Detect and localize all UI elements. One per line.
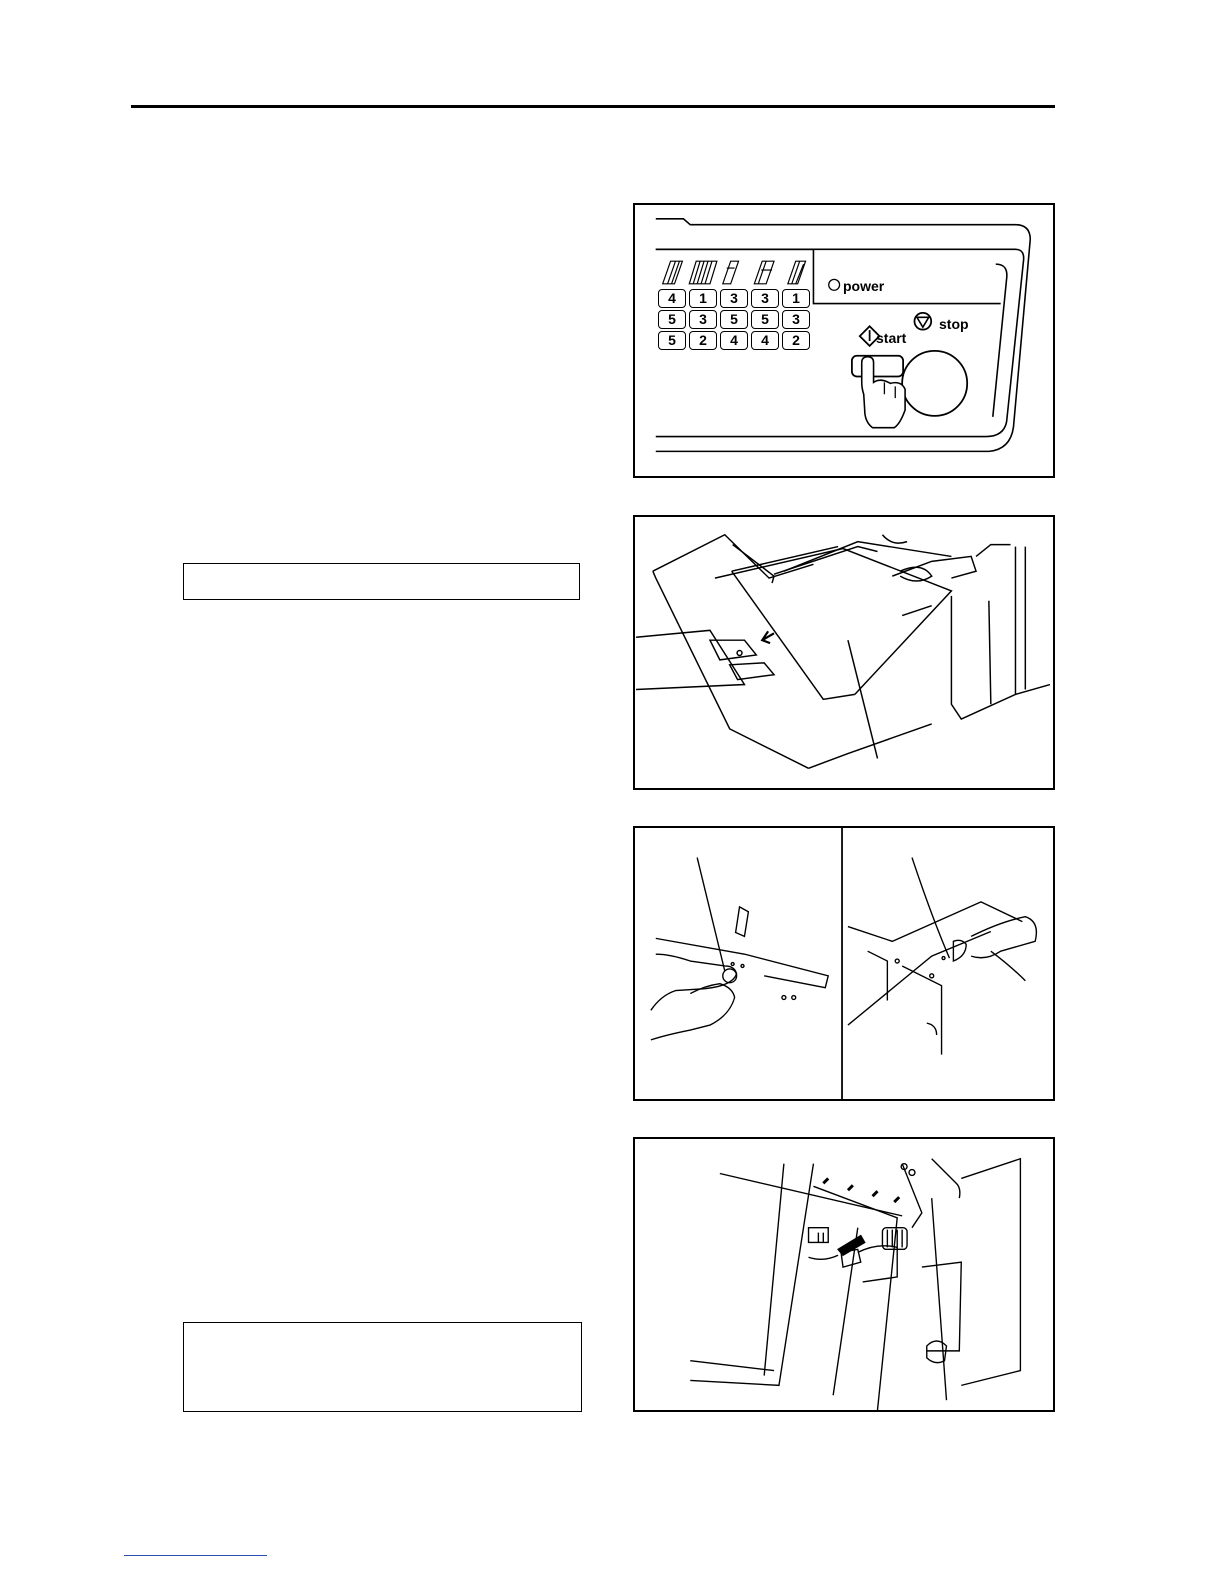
key-r2-c4: 5 <box>751 310 779 329</box>
power-indicator-icon <box>829 279 840 290</box>
key-r1-c4: 3 <box>751 289 779 308</box>
key-r2-c5: 3 <box>782 310 810 329</box>
key-r3-c5: 2 <box>782 331 810 350</box>
key-r3-c2: 2 <box>689 331 717 350</box>
key-r1-c2: 1 <box>689 289 717 308</box>
note-box-2 <box>183 1322 582 1412</box>
paper-guide-illustration <box>635 1139 1053 1410</box>
key-r3-c3: 4 <box>720 331 748 350</box>
key-r3-c4: 4 <box>751 331 779 350</box>
footer-link-underline[interactable] <box>124 1555 267 1556</box>
key-r2-c3: 5 <box>720 310 748 329</box>
note-box-1 <box>183 563 580 600</box>
figure-knob-adjustment <box>633 826 1055 1101</box>
key-r3-c1: 5 <box>658 331 686 350</box>
stop-icon-triangle <box>917 317 929 327</box>
paper-tray-illustration <box>635 517 1053 788</box>
stop-label: stop <box>939 316 969 332</box>
key-r1-c1: 4 <box>658 289 686 308</box>
start-label: start <box>876 330 907 346</box>
key-r1-c3: 3 <box>720 289 748 308</box>
start-button-illustration <box>852 356 903 377</box>
stop-button-illustration <box>902 351 967 416</box>
key-r2-c1: 5 <box>658 310 686 329</box>
key-r2-c2: 3 <box>689 310 717 329</box>
figure-control-panel <box>633 203 1055 478</box>
header-rule <box>131 105 1055 108</box>
figure-paper-guide <box>633 1137 1055 1412</box>
fold-pattern-icons <box>663 261 806 284</box>
figure-paper-tray <box>633 515 1055 790</box>
power-label: power <box>843 278 885 294</box>
knob-adjustment-illustration <box>635 828 1053 1099</box>
key-r1-c5: 1 <box>782 289 810 308</box>
arrow-icon <box>762 631 774 643</box>
